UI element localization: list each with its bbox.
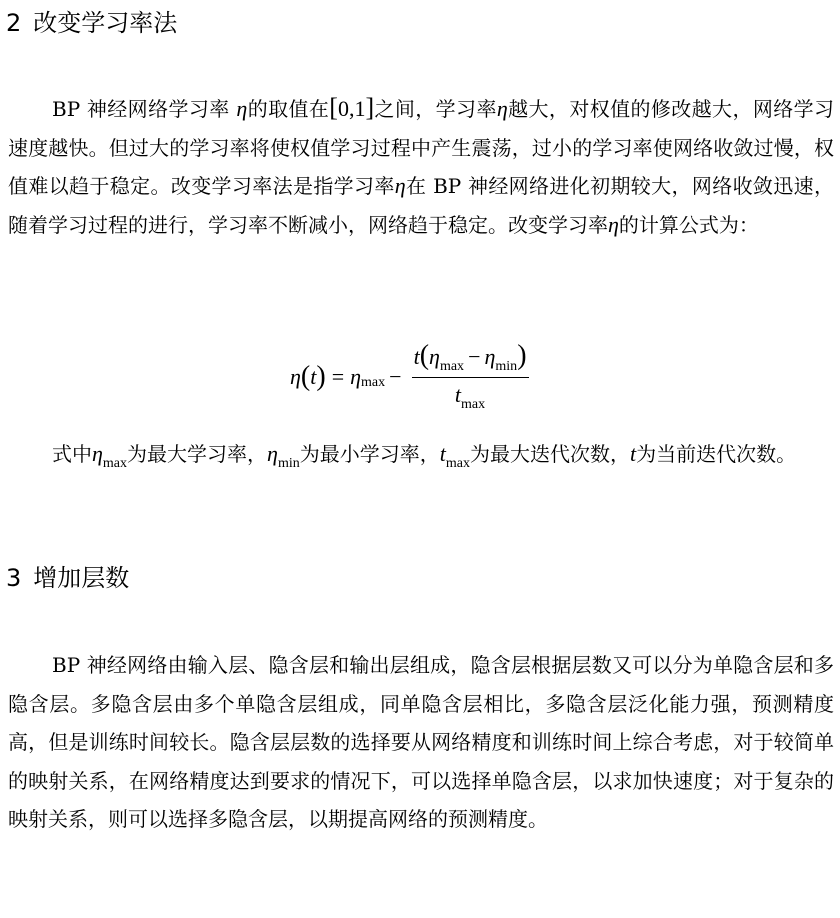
eta-symbol: η xyxy=(484,343,496,369)
section-heading-3 xyxy=(6,563,129,593)
section-number: 2 xyxy=(6,9,22,37)
text-run: 式中 xyxy=(52,442,92,466)
text-run: 为最大学习率， xyxy=(127,442,268,466)
bracket-left: [ xyxy=(329,93,338,122)
eta-symbol: η xyxy=(394,173,406,198)
subscript-max: max xyxy=(461,396,486,412)
t-symbol: t xyxy=(629,441,637,466)
t-symbol: t xyxy=(310,364,317,389)
subscript-min: min xyxy=(277,456,300,471)
bracket-right: ] xyxy=(365,93,375,122)
t-symbol: t xyxy=(454,381,462,407)
t-symbol: t xyxy=(413,343,420,369)
section-number: 3 xyxy=(6,564,22,592)
t-symbol: t xyxy=(439,441,446,466)
eta-symbol: η xyxy=(267,441,278,466)
text-run: 在 BP 神经网络进化初期较大，网络收敛迅速，随着学习过程的进行，学习率不断减小，网络趋于稳定。改变学习率 xyxy=(8,174,834,237)
paren: ( xyxy=(419,339,430,371)
fraction-denominator xyxy=(455,378,485,412)
text-run: 为最小学习率， xyxy=(299,442,440,466)
text-run: 越大，对权值的修改越大，网络学习速度越快。但过大的学习率将使权值学习过程中产生震荡，过小的学习率使网络收敛过慢，权值难以趋于稳定。改变学习率法是指学习率 xyxy=(8,97,835,198)
text-run: 为最大迭代次数， xyxy=(469,442,630,466)
fraction xyxy=(412,339,529,412)
text-run: 之间，学习率 xyxy=(374,97,497,121)
equals-sign: = xyxy=(331,364,345,389)
fraction-numerator xyxy=(412,339,529,378)
subscript-max: max xyxy=(445,456,470,471)
section-heading-2 xyxy=(6,8,177,38)
text-run: BP 神经网络学习率 xyxy=(52,97,230,121)
paragraph-learning-rate xyxy=(8,89,834,244)
minus-sign: − xyxy=(389,364,402,389)
subscript-max: max xyxy=(361,375,386,390)
paragraph-add-layers: BP 神经网络由输入层、隐含层和输出层组成，隐含层根据层数又可以分为单隐含层和多隐含层。多隐含层由多个单隐含层组成，同单隐含层相比，多隐含层泛化能力强，预测精度高，但是训练时间较长。隐含层层数的选择要从网络精度和训练时间上综合考虑，对于较简单的映射关系，在网络精度达到要求的情况下，可以选择单隐含层，以求加快速度；对于复杂的映射关系，则可以选择多隐含层，以期提高网络的预测精度。 xyxy=(8,653,834,831)
eta-symbol: η xyxy=(290,364,301,389)
eta-symbol: η xyxy=(429,343,440,369)
text-run: 为当前迭代次数。 xyxy=(636,442,797,466)
eta-symbol: η xyxy=(92,441,103,466)
subscript-max: max xyxy=(439,358,465,374)
eta-symbol: η xyxy=(608,211,619,237)
eta-symbol: η xyxy=(350,364,362,389)
eta-symbol: η xyxy=(496,96,508,121)
text-run: 的计算公式为： xyxy=(618,212,759,237)
text-run: 的取值在 xyxy=(247,97,330,121)
learning-rate-formula xyxy=(0,338,840,418)
minus-sign: − xyxy=(468,343,481,369)
section-title: 增加层数 xyxy=(33,564,130,592)
subscript-max: max xyxy=(102,456,128,471)
eta-symbol: η xyxy=(236,96,248,121)
section-title: 改变学习率法 xyxy=(33,9,178,37)
paragraph-formula-explanation xyxy=(8,435,834,478)
interval-value: 0,1 xyxy=(337,96,366,121)
paren: ( xyxy=(300,361,311,392)
paren: ) xyxy=(517,339,527,371)
paren: ) xyxy=(316,361,326,392)
subscript-min: min xyxy=(495,358,518,374)
